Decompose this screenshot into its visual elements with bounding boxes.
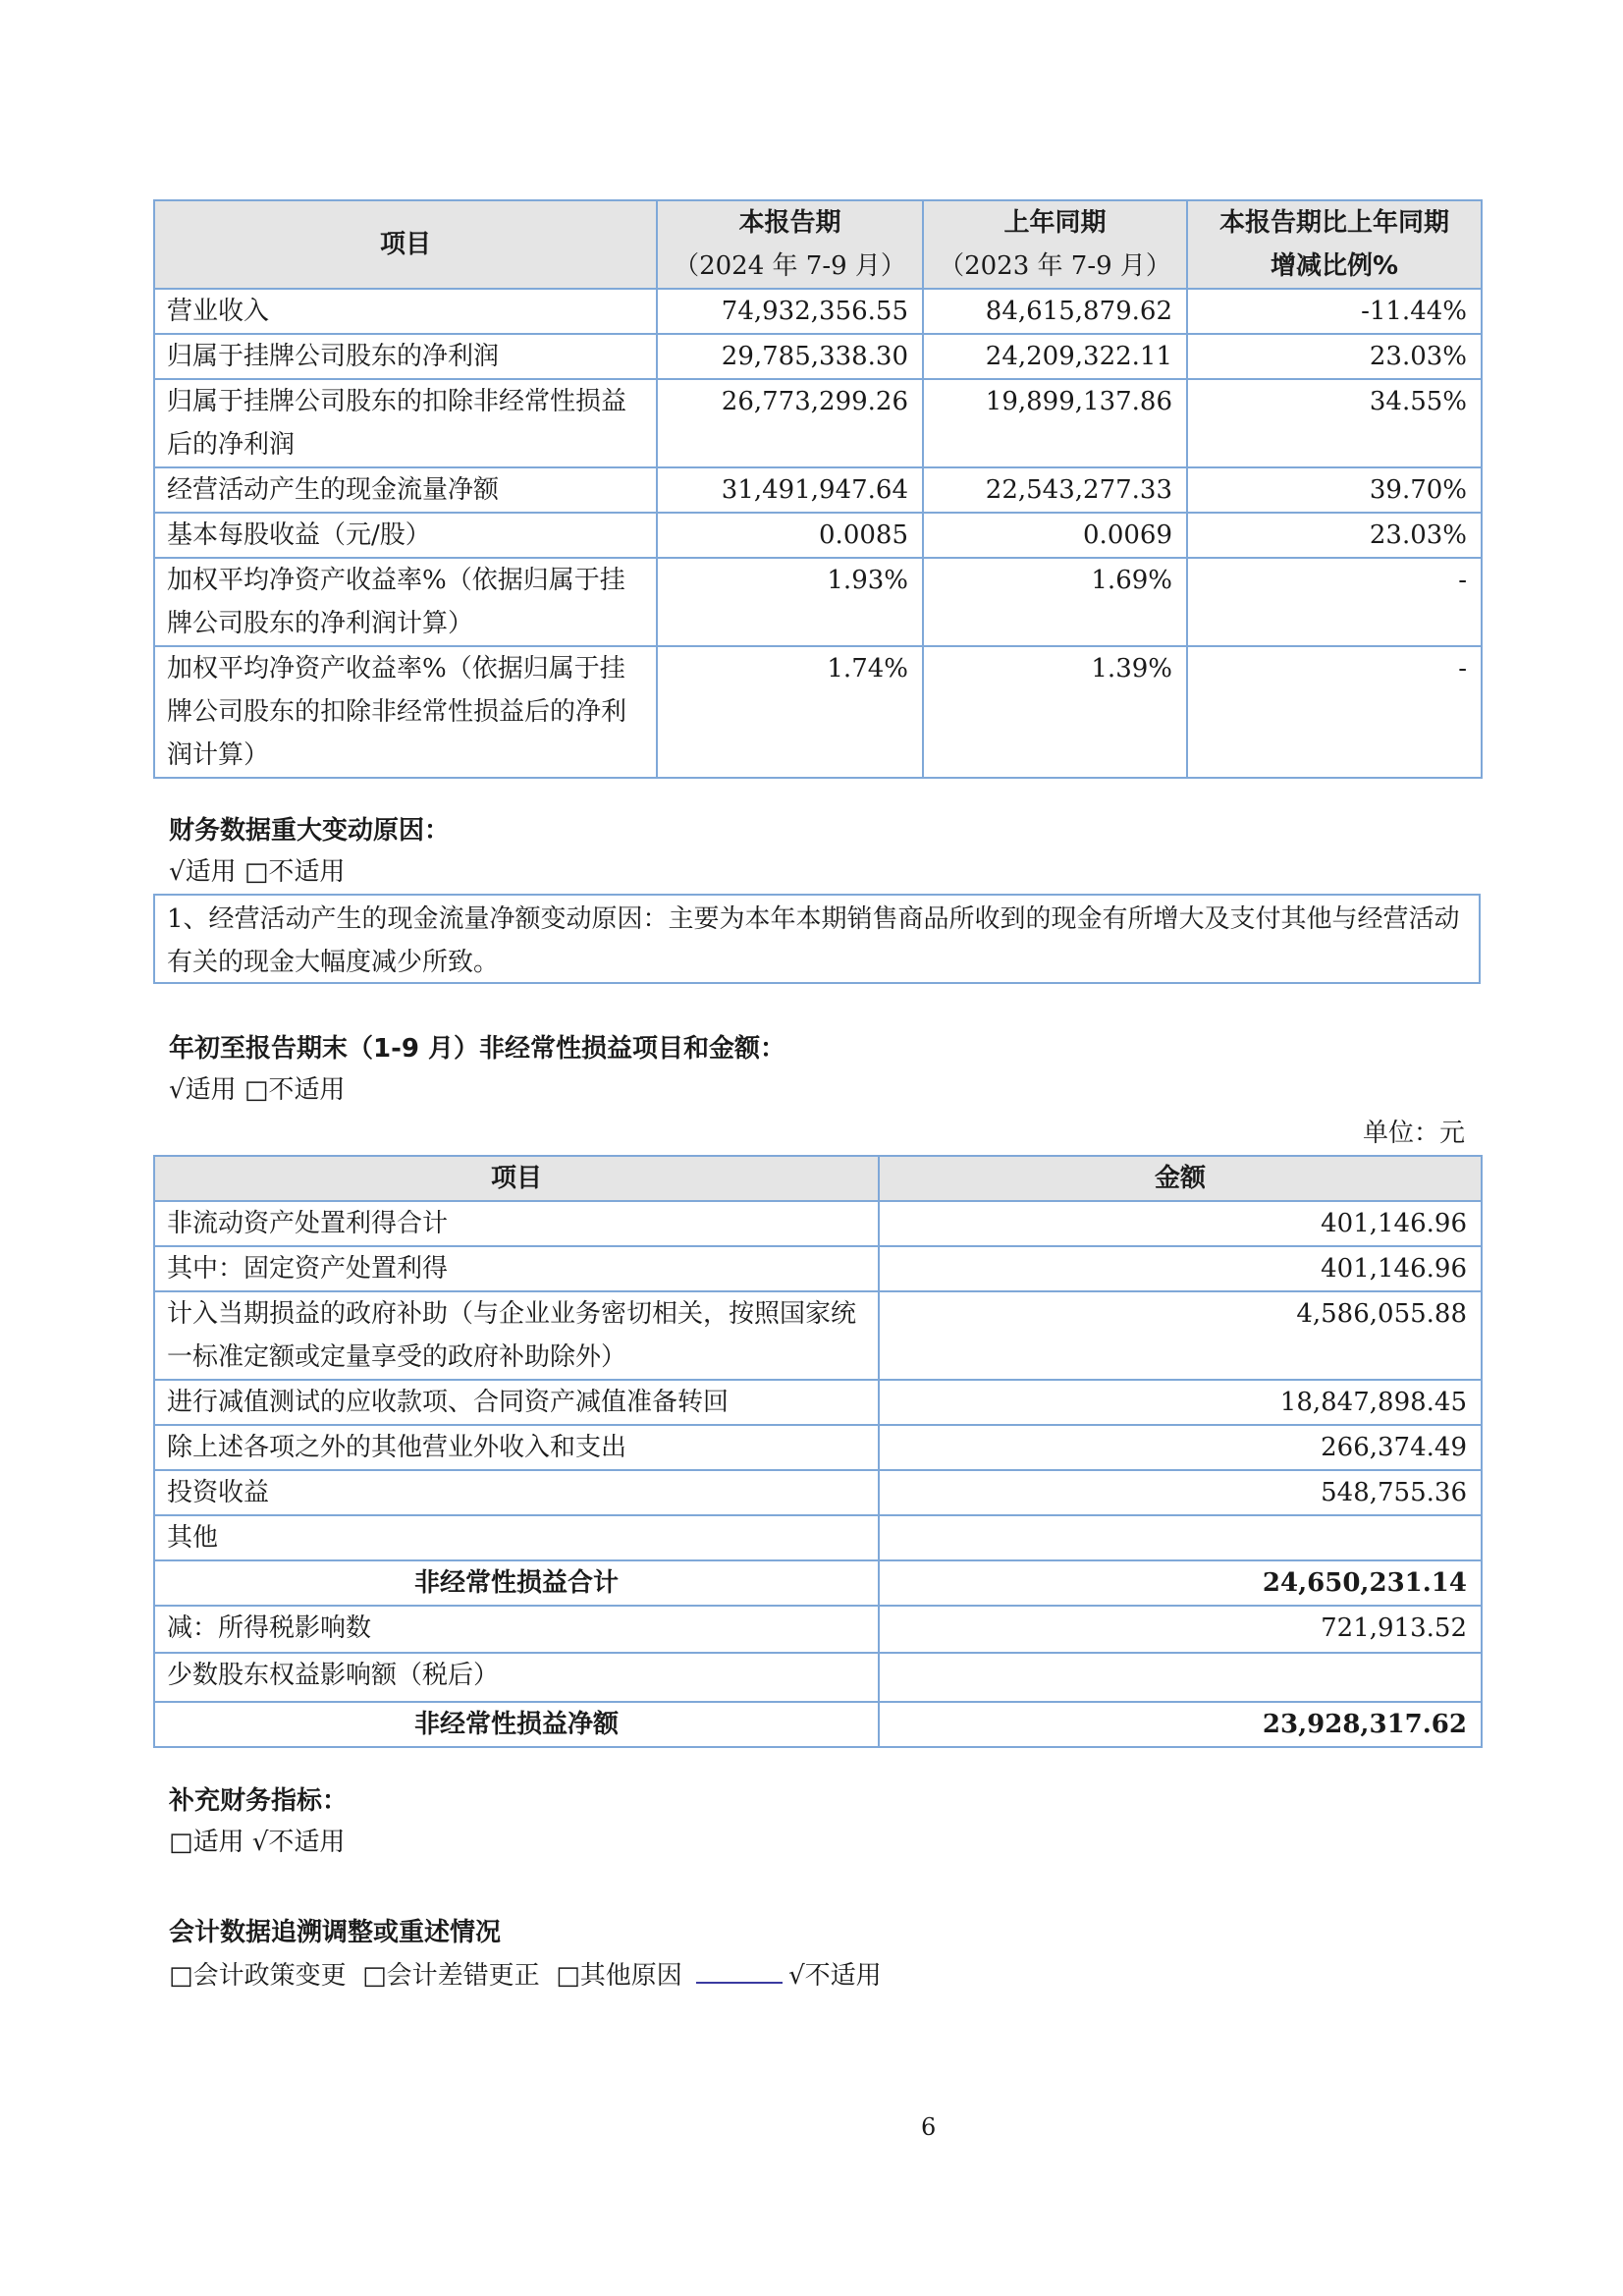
row-item: 基本每股收益（元/股） xyxy=(154,513,657,558)
header-item: 项目 xyxy=(154,200,657,289)
option-policy-change: □会计政策变更 xyxy=(169,1961,347,1991)
row-change: -11.44% xyxy=(1187,289,1482,334)
option-error-correction: □会计差错更正 xyxy=(362,1961,540,1991)
row-current: 1.93% xyxy=(657,558,923,646)
row-prior: 24,209,322.11 xyxy=(923,334,1187,379)
other-reason-blank xyxy=(696,1956,783,1984)
changes-section-title: 财务数据重大变动原因： xyxy=(169,816,451,846)
row-current: 26,773,299.26 xyxy=(657,379,923,467)
row-item: 其中：固定资产处置利得 xyxy=(154,1246,879,1291)
header-prior-period: 上年同期 （2023 年 7-9 月） xyxy=(923,200,1187,289)
table-row xyxy=(154,1653,1482,1702)
row-item: 归属于挂牌公司股东的净利润 xyxy=(154,334,657,379)
changes-explanation-box xyxy=(153,894,1481,984)
key-financial-table xyxy=(153,199,1483,779)
row-prior: 19,899,137.86 xyxy=(923,379,1187,467)
row-prior: 1.69% xyxy=(923,558,1187,646)
row-amount: 401,146.96 xyxy=(879,1201,1482,1246)
row-amount-total: 24,650,231.14 xyxy=(879,1560,1482,1606)
row-amount: 401,146.96 xyxy=(879,1246,1482,1291)
row-current: 1.74% xyxy=(657,646,923,778)
row-amount xyxy=(879,1515,1482,1560)
option-not-applicable: √不适用 xyxy=(788,1961,882,1991)
table-row xyxy=(154,1606,1482,1653)
row-prior: 0.0069 xyxy=(923,513,1187,558)
row-prior: 22,543,277.33 xyxy=(923,467,1187,513)
table-row xyxy=(154,646,1482,778)
option-other-reason: □其他原因 xyxy=(556,1961,682,1991)
table-row xyxy=(154,1291,1482,1380)
row-item: 除上述各项之外的其他营业外收入和支出 xyxy=(154,1425,879,1470)
row-prior: 84,615,879.62 xyxy=(923,289,1187,334)
row-item-net: 非经常性损益净额 xyxy=(154,1702,879,1747)
table-row-total xyxy=(154,1560,1482,1606)
row-item: 投资收益 xyxy=(154,1470,879,1515)
table-row xyxy=(154,1425,1482,1470)
row-amount: 266,374.49 xyxy=(879,1425,1482,1470)
page-number: 6 xyxy=(921,2113,937,2141)
restatement-section-title: 会计数据追溯调整或重述情况 xyxy=(169,1918,502,1947)
row-item-total: 非经常性损益合计 xyxy=(154,1560,879,1606)
nonrecurring-applicability: √适用 □不适用 xyxy=(169,1075,346,1105)
row-item: 其他 xyxy=(154,1515,879,1560)
table-row xyxy=(154,289,1482,334)
row-item: 加权平均净资产收益率%（依据归属于挂牌公司股东的净利润计算） xyxy=(154,558,657,646)
row-item: 归属于挂牌公司股东的扣除非经常性损益后的净利润 xyxy=(154,379,657,467)
row-change: 23.03% xyxy=(1187,513,1482,558)
header-amount: 金额 xyxy=(879,1156,1482,1201)
row-change: - xyxy=(1187,646,1482,778)
supplementary-applicability: □适用 √不适用 xyxy=(169,1828,346,1857)
row-item: 加权平均净资产收益率%（依据归属于挂牌公司股东的扣除非经常性损益后的净利润计算） xyxy=(154,646,657,778)
table-row xyxy=(154,558,1482,646)
row-amount-net: 23,928,317.62 xyxy=(879,1702,1482,1747)
restatement-options xyxy=(169,1956,882,1994)
row-amount: 548,755.36 xyxy=(879,1470,1482,1515)
table-header-row xyxy=(154,1156,1482,1201)
row-change: 23.03% xyxy=(1187,334,1482,379)
row-item: 少数股东权益影响额（税后） xyxy=(154,1653,879,1702)
table-row xyxy=(154,1470,1482,1515)
row-current: 0.0085 xyxy=(657,513,923,558)
row-amount: 4,586,055.88 xyxy=(879,1291,1482,1380)
row-change: 39.70% xyxy=(1187,467,1482,513)
row-amount: 721,913.52 xyxy=(879,1606,1482,1653)
table-row xyxy=(154,379,1482,467)
table-row-total xyxy=(154,1702,1482,1747)
table-row xyxy=(154,467,1482,513)
row-item: 营业收入 xyxy=(154,289,657,334)
header-change-pct: 本报告期比上年同期 增减比例% xyxy=(1187,200,1482,289)
row-item: 计入当期损益的政府补助（与企业业务密切相关，按照国家统一标准定额或定量享受的政府补助除外） xyxy=(154,1291,879,1380)
row-current: 31,491,947.64 xyxy=(657,467,923,513)
row-current: 74,932,356.55 xyxy=(657,289,923,334)
row-current: 29,785,338.30 xyxy=(657,334,923,379)
table-row xyxy=(154,1246,1482,1291)
nonrecurring-table xyxy=(153,1155,1483,1748)
changes-explanation-text: 1、经营活动产生的现金流量净额变动原因：主要为本年本期销售商品所收到的现金有所增大及支付其他与经营活动有关的现金大幅度减少所致。 xyxy=(167,904,1460,977)
table-row xyxy=(154,1201,1482,1246)
supplementary-section-title: 补充财务指标： xyxy=(169,1786,349,1816)
row-item: 进行减值测试的应收款项、合同资产减值准备转回 xyxy=(154,1380,879,1425)
nonrecurring-section-title: 年初至报告期末（1-9 月）非经常性损益项目和金额： xyxy=(169,1034,786,1064)
table-header-row xyxy=(154,200,1482,289)
row-amount: 18,847,898.45 xyxy=(879,1380,1482,1425)
row-item: 经营活动产生的现金流量净额 xyxy=(154,467,657,513)
table-row xyxy=(154,1515,1482,1560)
table-row xyxy=(154,334,1482,379)
row-change: 34.55% xyxy=(1187,379,1482,467)
row-prior: 1.39% xyxy=(923,646,1187,778)
header-current-period: 本报告期 （2024 年 7-9 月） xyxy=(657,200,923,289)
row-change: - xyxy=(1187,558,1482,646)
table-row xyxy=(154,1380,1482,1425)
unit-label: 单位：元 xyxy=(1362,1119,1465,1148)
table-row xyxy=(154,513,1482,558)
changes-applicability: √适用 □不适用 xyxy=(169,857,346,887)
header-item: 项目 xyxy=(154,1156,879,1201)
row-amount xyxy=(879,1653,1482,1702)
row-item: 减：所得税影响数 xyxy=(154,1606,879,1653)
row-item: 非流动资产处置利得合计 xyxy=(154,1201,879,1246)
